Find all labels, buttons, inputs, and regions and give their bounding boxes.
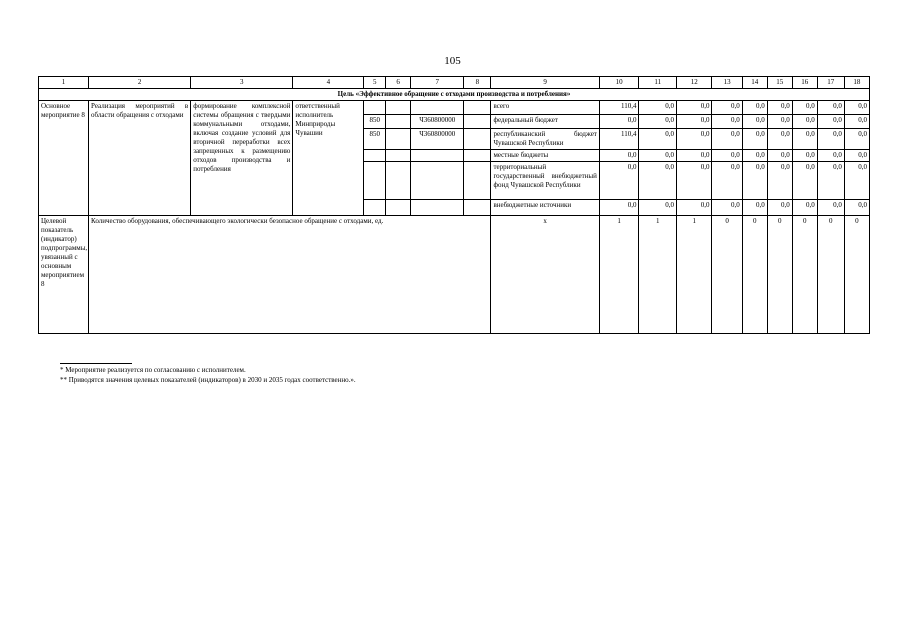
- funding-value: 0,0: [817, 129, 844, 150]
- funding-value: 0,0: [599, 150, 639, 162]
- funding-value: 0,0: [792, 101, 817, 115]
- column-number-4: 4: [293, 77, 364, 89]
- funding-value: 0,0: [639, 115, 677, 129]
- expense-type: [464, 200, 491, 216]
- indicator-value: 0: [844, 216, 869, 334]
- section-code: [386, 150, 411, 162]
- indicator-value: 0: [767, 216, 792, 334]
- column-number-3: 3: [191, 77, 293, 89]
- funding-value: 0,0: [844, 129, 869, 150]
- column-numbers-row: [39, 77, 870, 89]
- funding-source: внебюджетные источники: [491, 200, 599, 216]
- funding-value: 0,0: [767, 129, 792, 150]
- column-number-9: 9: [491, 77, 599, 89]
- funding-value: 0,0: [639, 162, 677, 200]
- funding-value: 0,0: [767, 200, 792, 216]
- indicator-value: 0: [712, 216, 742, 334]
- funding-value: 0,0: [792, 200, 817, 216]
- funding-value: 0,0: [742, 129, 767, 150]
- funding-value: 0,0: [677, 129, 712, 150]
- indicator-value: 1: [639, 216, 677, 334]
- funding-source: всего: [491, 101, 599, 115]
- grbs-code: [364, 150, 386, 162]
- indicator-row: [39, 216, 870, 334]
- funding-value: 0,0: [712, 101, 742, 115]
- column-number-13: 13: [712, 77, 742, 89]
- funding-value: 0,0: [817, 115, 844, 129]
- funding-source: республиканский бюджет Чувашской Республики: [491, 129, 599, 150]
- funding-value: 0,0: [792, 150, 817, 162]
- column-number-12: 12: [677, 77, 712, 89]
- funding-value: 0,0: [712, 129, 742, 150]
- funding-value: 0,0: [599, 162, 639, 200]
- column-number-6: 6: [386, 77, 411, 89]
- funding-value: 0,0: [767, 115, 792, 129]
- funding-value: 0,0: [677, 162, 712, 200]
- event-name: Основное мероприятие 8: [39, 101, 89, 216]
- funding-source: территориальный государственный внебюджетный фонд Чувашской Республики: [491, 162, 599, 200]
- indicator-value: 1: [677, 216, 712, 334]
- funding-value: 0,0: [742, 101, 767, 115]
- grbs-code: [364, 162, 386, 200]
- target-article-code: Ч360800000: [411, 115, 464, 129]
- column-number-15: 15: [767, 77, 792, 89]
- expense-type: [464, 162, 491, 200]
- page-number: 105: [444, 55, 461, 67]
- grbs-code: 850: [364, 115, 386, 129]
- column-number-7: 7: [411, 77, 464, 89]
- goal-row: [39, 89, 870, 101]
- funding-value: 0,0: [817, 200, 844, 216]
- funding-value: 0,0: [844, 150, 869, 162]
- funding-value: 0,0: [639, 101, 677, 115]
- funding-value: 0,0: [712, 200, 742, 216]
- funding-value: 0,0: [599, 115, 639, 129]
- funding-value: 0,0: [792, 129, 817, 150]
- funding-value: 0,0: [639, 150, 677, 162]
- indicator-value: 1: [599, 216, 639, 334]
- funding-value: 0,0: [792, 115, 817, 129]
- funding-value: 0,0: [767, 101, 792, 115]
- column-number-1: 1: [39, 77, 89, 89]
- indicator-value: 0: [742, 216, 767, 334]
- funding-value: 0,0: [712, 150, 742, 162]
- funding-value: 0,0: [767, 162, 792, 200]
- column-number-10: 10: [599, 77, 639, 89]
- indicator-label: Целевой показатель (индикатор) подпрограммы, увязанный с основным мероприятием 8: [39, 216, 89, 334]
- section-code: [386, 200, 411, 216]
- program-table: [38, 76, 870, 334]
- column-number-8: 8: [464, 77, 491, 89]
- funding-value: 0,0: [677, 150, 712, 162]
- funding-source: федеральный бюджет: [491, 115, 599, 129]
- target-article-code: [411, 200, 464, 216]
- funding-value: 0,0: [599, 200, 639, 216]
- grbs-code: 850: [364, 129, 386, 150]
- event-executor: ответственный исполнитель Минприроды Чувашии: [293, 101, 364, 216]
- footnote-2: ** Приводятся значения целевых показателей (индикаторов) в 2030 и 2035 годах соответственно.».: [60, 376, 356, 384]
- column-number-16: 16: [792, 77, 817, 89]
- footnote-separator: [60, 363, 132, 364]
- goal-title: Цель «Эффективное обращение с отходами производства и потребления»: [39, 89, 870, 101]
- column-number-18: 18: [844, 77, 869, 89]
- funding-value: 110,4: [599, 129, 639, 150]
- indicator-name: Количество оборудования, обеспечивающего экологически безопасное обращение с отходами, ед.: [89, 216, 491, 334]
- funding-value: 0,0: [844, 115, 869, 129]
- section-code: [386, 162, 411, 200]
- funding-value: 0,0: [817, 162, 844, 200]
- funding-value: 0,0: [677, 115, 712, 129]
- funding-value: 0,0: [677, 101, 712, 115]
- funding-value: 0,0: [639, 129, 677, 150]
- column-number-5: 5: [364, 77, 386, 89]
- funding-source: местные бюджеты: [491, 150, 599, 162]
- funding-value: 110,4: [599, 101, 639, 115]
- funding-value: 0,0: [844, 200, 869, 216]
- funding-value: 0,0: [844, 101, 869, 115]
- grbs-code: [364, 200, 386, 216]
- funding-value: 0,0: [639, 200, 677, 216]
- target-article-code: [411, 101, 464, 115]
- expense-type: [464, 101, 491, 115]
- column-number-11: 11: [639, 77, 677, 89]
- target-article-code: [411, 162, 464, 200]
- column-number-14: 14: [742, 77, 767, 89]
- target-article-code: Ч360800000: [411, 129, 464, 150]
- funding-value: 0,0: [742, 150, 767, 162]
- funding-value: 0,0: [844, 162, 869, 200]
- section-code: [386, 115, 411, 129]
- section-code: [386, 101, 411, 115]
- section-code: [386, 129, 411, 150]
- grbs-code: [364, 101, 386, 115]
- event-title: Реализация мероприятий в области обращения с отходами: [89, 101, 191, 216]
- column-number-17: 17: [817, 77, 844, 89]
- indicator-marker: x: [491, 216, 599, 334]
- funding-value: 0,0: [792, 162, 817, 200]
- event-task: формирование комплексной системы обращения с твердыми коммунальными отходами, включая создание условий для вторичной переработки всех запрещенных к размещению отходов производства и потребления: [191, 101, 293, 216]
- expense-type: [464, 115, 491, 129]
- funding-value: 0,0: [742, 162, 767, 200]
- funding-value: 0,0: [767, 150, 792, 162]
- expense-type: [464, 129, 491, 150]
- column-number-2: 2: [89, 77, 191, 89]
- funding-value: 0,0: [817, 101, 844, 115]
- funding-row: [39, 101, 870, 115]
- funding-value: 0,0: [742, 115, 767, 129]
- funding-value: 0,0: [677, 200, 712, 216]
- footnote-1: * Мероприятие реализуется по согласованию с исполнителем.: [60, 366, 246, 374]
- funding-value: 0,0: [742, 200, 767, 216]
- funding-value: 0,0: [817, 150, 844, 162]
- expense-type: [464, 150, 491, 162]
- indicator-value: 0: [817, 216, 844, 334]
- target-article-code: [411, 150, 464, 162]
- funding-value: 0,0: [712, 162, 742, 200]
- indicator-value: 0: [792, 216, 817, 334]
- funding-value: 0,0: [712, 115, 742, 129]
